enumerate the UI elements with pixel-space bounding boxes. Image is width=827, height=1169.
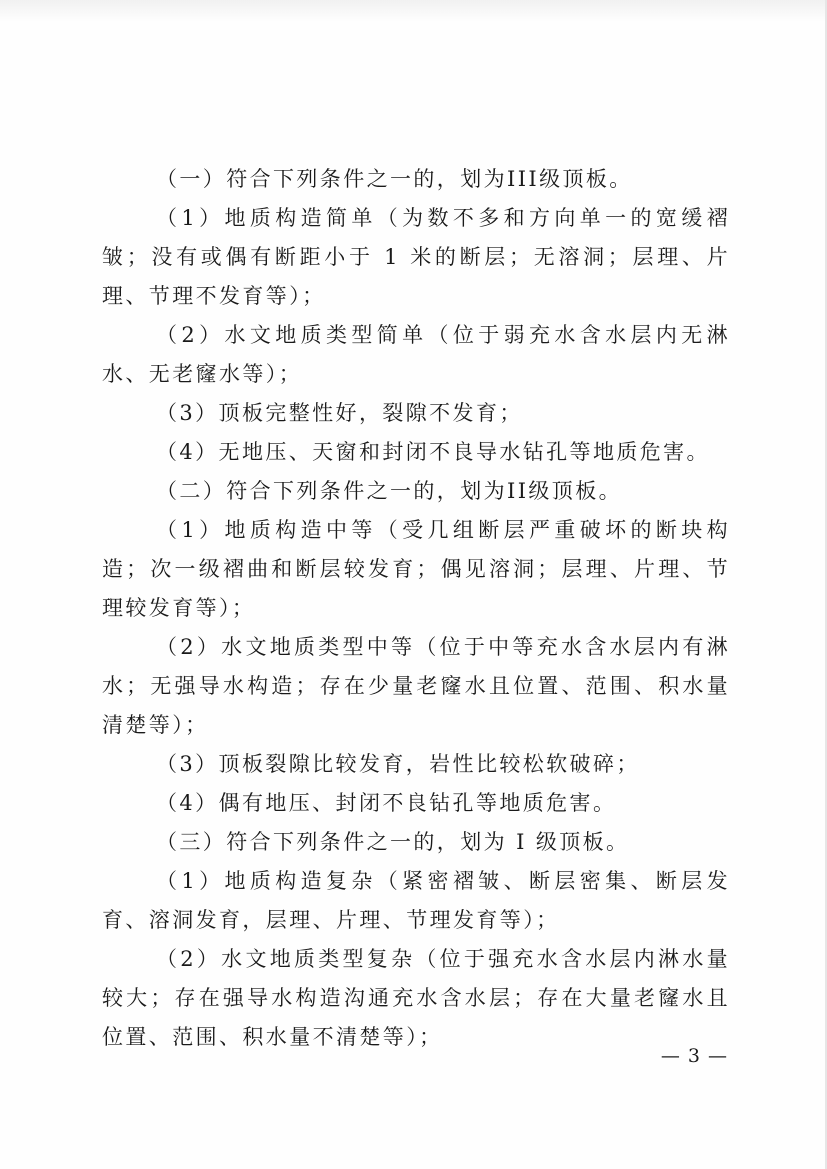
document-body [102, 160, 730, 1057]
section-2-item-3: （3）顶板裂隙比较发育，岩性比较松软破碎； [156, 752, 640, 776]
scan-top-shadow [0, 0, 827, 22]
section-2-heading: （二）符合下列条件之一的，划为II级顶板。 [156, 479, 622, 503]
section-1-item-1: （1）地质构造简单（为数不多和方向单一的宽缓褶皱；没有或偶有断距小于 1 米的断层；无溶洞；层理、片理、节理不发育等）； [102, 206, 730, 308]
section-3-item-1: （1）地质构造复杂（紧密褶皱、断层密集、断层发育、溶洞发育，层理、片理、节理发育等）； [102, 869, 730, 932]
page-number: — 3 — [660, 1045, 728, 1067]
section-3-heading: （三）符合下列条件之一的，划为 I 级顶板。 [156, 830, 630, 854]
section-3-item-2: （2）水文地质类型复杂（位于强充水含水层内淋水量较大；存在强导水构造沟通充水含水层；存在大量老窿水且位置、范围、积水量不清楚等）； [102, 947, 730, 1049]
section-1-item-3: （3）顶板完整性好，裂隙不发育； [156, 401, 523, 425]
section-1-heading: （一）符合下列条件之一的，划为III级顶板。 [156, 167, 633, 191]
section-1-item-4: （4）无地压、天窗和封闭不良导水钻孔等地质危害。 [156, 440, 710, 464]
section-2-item-2: （2）水文地质类型中等（位于中等充水含水层内有淋水；无强导水构造；存在少量老窿水且位置、范围、积水量清楚等）； [102, 635, 730, 737]
section-2-item-1: （1）地质构造中等（受几组断层严重破坏的断块构造；次一级褶曲和断层较发育；偶见溶洞；层理、片理、节理较发育等）； [102, 518, 730, 620]
section-1-item-2: （2）水文地质类型简单（位于弱充水含水层内无淋水、无老窿水等）； [102, 323, 730, 386]
section-2-item-4: （4）偶有地压、封闭不良钻孔等地质危害。 [156, 791, 617, 815]
